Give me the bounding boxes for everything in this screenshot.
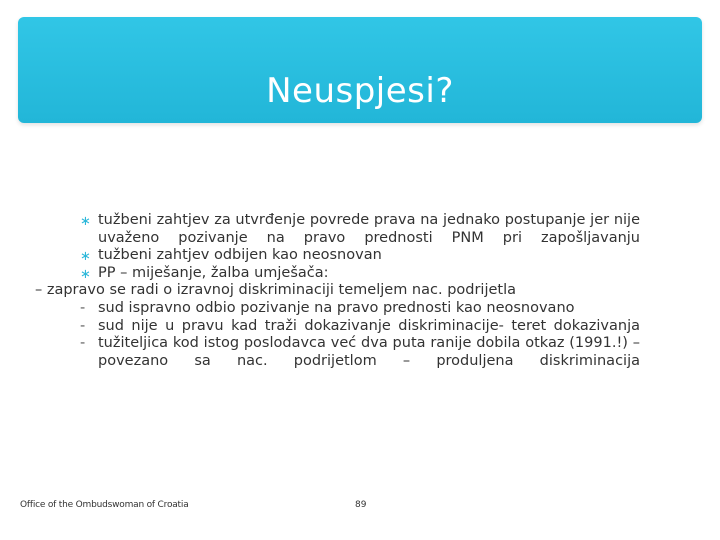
list-item: [80, 247, 640, 265]
list-item-text: sud nije u pravu kad traži dokazivanje diskriminacije- teret dokazivanja: [98, 317, 640, 334]
dash-bullet-icon: -: [80, 299, 86, 316]
list-item-text: tužbeni zahtjev odbijen kao neosnovan: [98, 247, 382, 264]
slide-title: Neuspjesi?: [266, 71, 454, 111]
dash-bullet-icon: -: [80, 317, 86, 334]
list-item-text: sud ispravno odbio pozivanje na pravo prednosti kao neosnovano: [98, 299, 575, 316]
list-item: [80, 265, 640, 283]
list-item: [80, 335, 640, 370]
title-band: [18, 17, 702, 123]
list-item-text: tužbeni zahtjev za utvrđenje povrede prava na jednako postupanje jer nije uvaženo pozivanje na pravo prednosti PNM pri zapošljavanju: [98, 212, 640, 246]
slide-body: [35, 212, 640, 370]
list-item-text: – zapravo se radi o izravnoj diskriminaciji temeljem nac. podrijetla: [35, 282, 517, 299]
list-item-text: PP – miješanje, žalba umješača:: [98, 264, 329, 281]
dash-bullet-icon: -: [80, 335, 86, 352]
star-bullet-icon: ∗: [80, 266, 91, 282]
list-item: [80, 318, 640, 336]
list-item: [35, 282, 640, 300]
star-bullet-icon: ∗: [80, 249, 91, 265]
footer-organization: Office of the Ombudswoman of Croatia: [20, 500, 189, 510]
list-item: [80, 300, 640, 318]
star-bullet-icon: ∗: [80, 214, 91, 229]
list-item: [80, 212, 640, 247]
page-number: 89: [355, 500, 367, 510]
list-item-text: tužiteljica kod istog poslodavca već dva puta ranije dobila otkaz (1991.!) – povezano sa nac. podrijetlom – produljena diskriminacija: [98, 335, 640, 369]
